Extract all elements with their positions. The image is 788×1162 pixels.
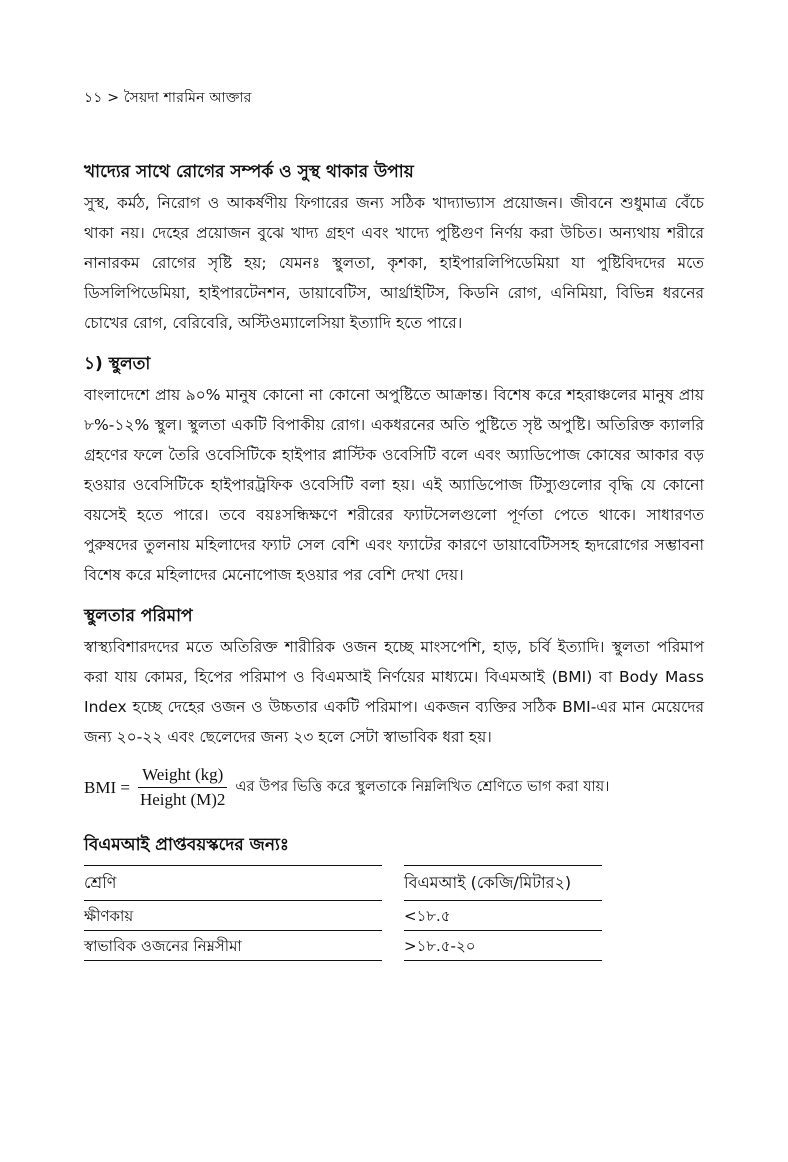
bmi-formula	[84, 764, 229, 811]
formula-fraction	[136, 764, 229, 811]
paragraph-diet-disease: সুস্থ, কর্মঠ, নিরোগ ও আকর্ষণীয় ফিগারের জন্য সঠিক খাদ্যাভ্যাস প্রয়োজন। জীবনে শুধুমাত্র বেঁচে থাকা নয়। দেহের প্রয়োজন বুঝে খাদ্য গ্রহণ এবং খাদ্যে পুষ্টিগুণ নির্ণয় করা উচিত। অন্যথায় শরীরে নানারকম রোগের সৃষ্টি হয়; যেমনঃ স্থুলতা, কৃশকা, হাইপারলিপিডেমিয়া যা পুষ্টিবিদদের মতে ডিসলিপিডেমিয়া, হাইপারটেনশন, ডায়াবেটিস, আর্থ্রাইটিস, কিডনি রোগ, এনিমিয়া, বিভিন্ন ধরনের চোখের রোগ, বেরিবেরি, অস্টিওম্যালেসিয়া ইত্যাদি হতে পারে।	[84, 194, 704, 332]
table-cell-bmi: <১৮.৫	[404, 901, 602, 931]
formula-trailing-text: এর উপর ভিত্তি করে স্থুলতাকে নিম্নলিখিত শ্রেণিতে ভাগ করা যায়।	[235, 778, 610, 795]
table-header-row	[84, 866, 602, 901]
running-header	[84, 86, 252, 110]
author-name: সৈয়দা শারমিন আক্তার	[123, 90, 252, 106]
paragraph-obesity: বাংলাদেশে প্রায় ৯০% মানুষ কোনো না কোনো অপুষ্টিতে আক্রান্ত। বিশেষ করে শহরাঞ্চলের মানুষ প্রায় ৮%-১২% স্থুল। স্থুলতা একটি বিপাকীয় রোগ। একধরনের অতি পুষ্টিতে সৃষ্ট অপুষ্টি। অতিরিক্ত ক্যালরি গ্রহণের ফলে তৈরি ওবেসিটিকে হাইপার প্লাস্টিক ওবেসিটি বলে এবং অ্যাডিপোজ কোষের আকার বড় হওয়ার ওবেসিটিকে হাইপারট্রফিক ওবেসিটি বলা হয়। এই অ্যাডিপোজ টিস্যুগুলোর বৃদ্ধি যে কোনো বয়সেই হতে পারে। তবে বয়ঃসন্ধিক্ষণে শরীরের ফ্যাটসেলগুলো পূর্ণতা পেতে থাকে। সাধারণত পুরুষদের তুলনায় মহিলাদের ফ্যাট সেল বেশি এবং ফ্যাটের কারণে ডায়াবেটিসসহ হৃদরোগের সম্ভাবনা বিশেষ করে মহিলাদের মেনোপোজ হওয়ার পর বেশি দেখা দেয়।	[84, 386, 704, 584]
main-content	[84, 158, 704, 961]
formula-lhs: BMI =	[84, 777, 130, 797]
table-header-bmi: বিএমআই (কেজি/মিটার২)	[404, 866, 602, 901]
table-cell-category: ক্ষীণকায়	[84, 901, 382, 931]
bmi-table	[84, 865, 602, 961]
table-column-gap	[382, 901, 404, 931]
section-heading-obesity-measurement: স্থুলতার পরিমাপ	[84, 606, 193, 626]
formula-denominator: Height (M)2	[139, 790, 226, 809]
table-cell-bmi: >১৮.৫-২০	[404, 931, 602, 961]
table-header-category: শ্রেণি	[84, 866, 382, 901]
header-separator: >	[107, 90, 120, 106]
table-cell-category: স্বাভাবিক ওজনের নিম্নসীমা	[84, 931, 382, 961]
section-heading-bmi-adults: বিএমআই প্রাপ্তবয়স্কদের জন্যঃ	[84, 835, 289, 855]
section-heading-obesity: ১) স্থুলতা	[84, 354, 151, 374]
paragraph-obesity-measurement: স্বাস্থ্যবিশারদদের মতে অতিরিক্ত শারীরিক ওজন হচ্ছে মাংসপেশি, হাড়, চর্বি ইত্যাদি। স্থুলতা পরিমাপ করা যায় কোমর, হিপের পরিমাপ ও বিএমআই নির্ণয়ের মাধ্যমে। বিএমআই (BMI) বা Body Mass Index হচ্ছে দেহের ওজন ও উচ্চতার একটি পরিমাপ। একজন ব্যক্তির সঠিক BMI-এর মান মেয়েদের জন্য ২০-২২ এবং ছেলেদের জন্য ২৩ হলে সেটা স্বাভাবিক ধরা হয়।	[84, 638, 704, 746]
table-column-gap	[382, 866, 404, 901]
formula-numerator: Weight (kg)	[138, 764, 227, 788]
bmi-formula-row	[84, 764, 704, 811]
table-column-gap	[382, 931, 404, 961]
table-row	[84, 931, 602, 961]
table-row	[84, 901, 602, 931]
page-number: ১১	[84, 90, 103, 106]
section-heading-diet-disease: খাদ্যের সাথে রোগের সম্পর্ক ও সুস্থ থাকার উপায়	[84, 162, 414, 182]
